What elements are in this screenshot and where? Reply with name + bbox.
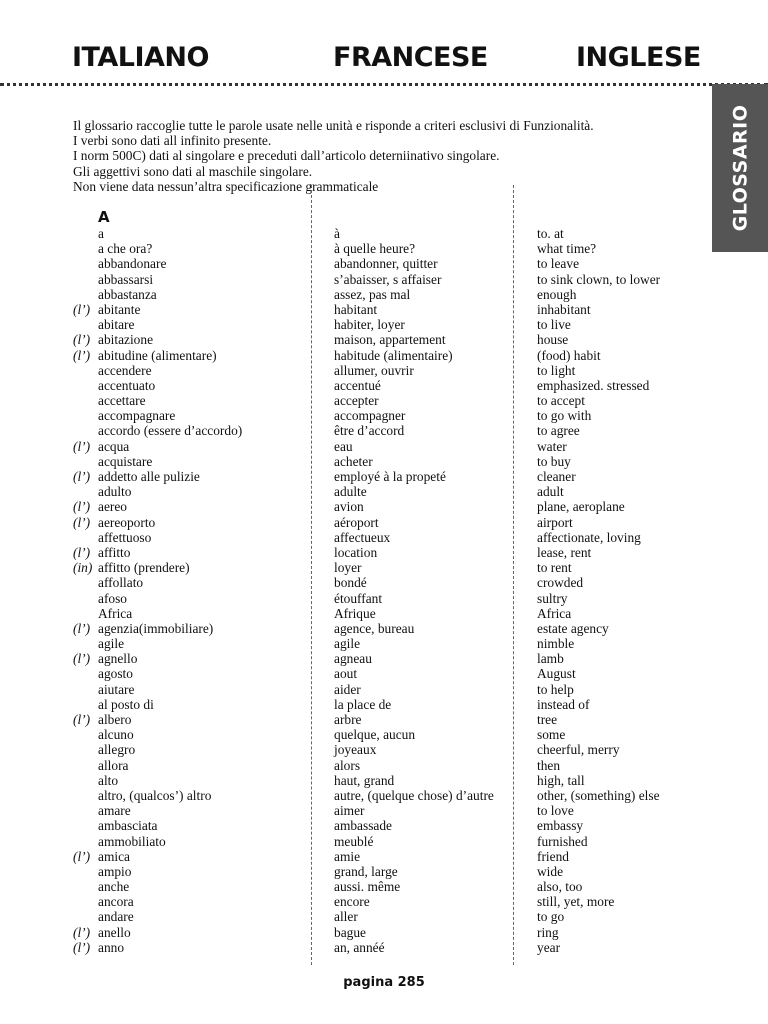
glossary-entry — [0, 682, 768, 697]
entry-italian: accompagnare — [98, 408, 176, 424]
entry-italian: agenzia(immobiliare) — [98, 620, 214, 636]
glossary-entry — [0, 758, 768, 773]
entry-italian: abbandonare — [98, 256, 167, 272]
entry-italian: altro, (qualcos’) altro — [98, 787, 212, 803]
glossary-entry — [0, 226, 768, 241]
entry-french: accentué — [334, 377, 381, 393]
entry-english: August — [537, 666, 576, 682]
entry-english: sultry — [537, 590, 568, 606]
entry-english: other, (something) else — [537, 787, 660, 803]
glossary-entry — [0, 697, 768, 712]
entry-english: to accept — [537, 393, 585, 409]
glossary-entry — [0, 925, 768, 940]
entry-italian: anello — [98, 924, 131, 940]
entry-italian: aiutare — [98, 681, 135, 697]
page-header — [0, 0, 768, 90]
entry-english: adult — [537, 484, 564, 500]
section-letter: A — [98, 208, 110, 226]
glossary-entry — [0, 393, 768, 408]
entry-french: acheter — [334, 453, 373, 469]
glossary-entry — [0, 408, 768, 423]
entry-italian: addetto alle pulizie — [98, 469, 200, 484]
entry-french: an, annéé — [334, 939, 385, 955]
glossary-entries — [0, 226, 768, 955]
entry-english: plane, aeroplane — [537, 499, 625, 515]
glossary-entry — [0, 530, 768, 545]
entry-french: à quelle heure? — [334, 241, 416, 257]
entry-italian: andare — [98, 909, 134, 925]
entry-french: habitude (alimentaire) — [334, 347, 453, 363]
entry-french: accompagner — [334, 408, 406, 424]
entry-french: loyer — [334, 560, 362, 576]
entry-french: eau — [334, 438, 353, 454]
entry-french: habitant — [334, 301, 378, 317]
entry-english: to go — [537, 909, 565, 925]
entry-article: (l’) — [73, 924, 91, 940]
glossary-entry — [0, 606, 768, 621]
entry-article: (l’) — [73, 347, 91, 363]
entry-italian: abitazione — [98, 332, 154, 348]
entry-french: s’abaisser, s affaiser — [334, 271, 442, 287]
entry-article: (l’) — [73, 651, 91, 667]
glossary-entry — [0, 241, 768, 256]
entry-french: assez, pas mal — [334, 286, 411, 302]
entry-french: étouffant — [334, 590, 383, 606]
entry-english: (food) habit — [537, 347, 601, 363]
glossary-entry — [0, 834, 768, 849]
entry-french: agneau — [334, 651, 372, 667]
glossary-entry — [0, 636, 768, 651]
entry-italian: agosto — [98, 666, 133, 682]
entry-french: autre, (quelque chose) d’autre — [334, 787, 494, 803]
entry-french: allumer, ouvrir — [334, 362, 414, 378]
entry-italian: accordo (essere d’accordo) — [98, 423, 243, 439]
glossary-entry — [0, 515, 768, 530]
entry-italian: allegro — [98, 742, 136, 758]
entry-english: instead of — [537, 696, 590, 712]
glossary-entry — [0, 803, 768, 818]
entry-italian: anno — [98, 939, 125, 955]
entry-french: bondé — [334, 575, 367, 591]
entry-english: estate agency — [537, 620, 609, 636]
entry-french: arbre — [334, 712, 362, 727]
entry-french: encore — [334, 894, 370, 910]
glossary-entry — [0, 621, 768, 636]
entry-english: airport — [537, 514, 573, 530]
entry-english: year — [537, 939, 561, 955]
entry-english: affectionate, loving — [537, 529, 641, 545]
entry-english: crowded — [537, 575, 584, 591]
entry-italian: accendere — [98, 362, 152, 378]
entry-french: ambassade — [334, 818, 393, 834]
entry-english: to leave — [537, 256, 580, 272]
entry-english: emphasized. stressed — [537, 377, 650, 393]
entry-english: to love — [537, 803, 574, 819]
glossary-tab-label: GLOSSARIO — [729, 104, 751, 232]
column-title-italian: ITALIANO — [72, 42, 209, 73]
entry-italian: adulto — [98, 484, 132, 500]
entry-english: cheerful, merry — [537, 742, 620, 758]
glossary-entry — [0, 894, 768, 909]
entry-article: (l’) — [73, 499, 91, 515]
glossary-entry — [0, 363, 768, 378]
glossary-entry — [0, 287, 768, 302]
entry-italian: agile — [98, 636, 125, 652]
page-number: pagina 285 — [343, 975, 425, 990]
entry-article: (l’) — [73, 438, 91, 454]
entry-italian: accentuato — [98, 377, 156, 393]
glossary-entry — [0, 499, 768, 514]
entry-french: meublé — [334, 833, 374, 849]
glossary-entry — [0, 849, 768, 864]
glossary-entry — [0, 348, 768, 363]
entry-english: some — [537, 727, 566, 743]
entry-italian: Africa — [98, 605, 133, 621]
entry-french: haut, grand — [334, 772, 395, 788]
entry-italian: amica — [98, 848, 130, 864]
entry-french: employé à la propeté — [334, 469, 446, 484]
glossary-entry — [0, 469, 768, 484]
entry-italian: a che ora? — [98, 241, 153, 257]
glossary-entry — [0, 317, 768, 332]
entry-italian: abitudine (alimentare) — [98, 347, 217, 363]
glossary-entry — [0, 712, 768, 727]
entry-italian: alcuno — [98, 727, 134, 743]
glossary-entry — [0, 560, 768, 575]
entry-italian: ammobiliato — [98, 833, 166, 849]
intro-line: I verbi sono dati all infinito presente. — [73, 133, 272, 149]
entry-english: friend — [537, 848, 569, 864]
glossary-entry — [0, 378, 768, 393]
entry-french: maison, appartement — [334, 332, 446, 348]
entry-italian: alto — [98, 772, 119, 788]
entry-article: (l’) — [73, 301, 91, 317]
column-title-english: INGLESE — [576, 42, 701, 73]
glossary-entry — [0, 302, 768, 317]
entry-french: abandonner, quitter — [334, 256, 438, 272]
entry-english: to sink clown, to lower — [537, 271, 661, 287]
entry-french: grand, large — [334, 863, 398, 879]
entry-article: (l’) — [73, 544, 91, 560]
glossary-entry — [0, 575, 768, 590]
entry-italian: affitto — [98, 544, 131, 560]
entry-article: (l’) — [73, 332, 91, 348]
entry-english: to light — [537, 362, 576, 378]
entry-english: still, yet, more — [537, 894, 615, 910]
entry-french: location — [334, 544, 378, 560]
entry-article: (l’) — [73, 848, 91, 864]
entry-french: avion — [334, 499, 364, 515]
intro-line: Gli aggettivi sono dati al maschile singolare. — [73, 163, 313, 179]
glossary-entry — [0, 666, 768, 681]
entry-italian: al posto di — [98, 696, 154, 712]
glossary-entry — [0, 727, 768, 742]
glossary-entry — [0, 864, 768, 879]
entry-english: ring — [537, 924, 559, 940]
entry-italian: anche — [98, 879, 130, 895]
entry-french: bague — [334, 924, 366, 940]
entry-english: also, too — [537, 879, 583, 895]
entry-italian: ancora — [98, 894, 134, 910]
entry-french: être d’accord — [334, 423, 405, 439]
entry-english: water — [537, 438, 567, 454]
glossary-entry — [0, 454, 768, 469]
entry-english: Africa — [537, 605, 572, 621]
entry-french: aimer — [334, 803, 365, 819]
glossary-entry — [0, 439, 768, 454]
entry-french: accepter — [334, 393, 379, 409]
entry-english: then — [537, 757, 561, 773]
entry-french: affectueux — [334, 529, 391, 545]
entry-article: (l’) — [73, 514, 91, 530]
glossary-entry — [0, 332, 768, 347]
entry-french: amie — [334, 848, 361, 864]
entry-article: (in) — [73, 560, 93, 576]
entry-english: to agree — [537, 423, 580, 439]
glossary-entry — [0, 545, 768, 560]
entry-italian: affitto (prendere) — [98, 560, 190, 576]
entry-french: aout — [334, 666, 358, 682]
glossary-entry — [0, 591, 768, 606]
entry-english: what time? — [537, 241, 597, 257]
entry-english: furnished — [537, 833, 588, 849]
entry-article: (l’) — [73, 939, 91, 955]
entry-french: à — [334, 226, 340, 241]
entry-french: adulte — [334, 484, 367, 500]
entry-french: aller — [334, 909, 358, 925]
entry-english: inhabitant — [537, 301, 591, 317]
entry-english: high, tall — [537, 772, 585, 788]
intro-line: Il glossario raccoglie tutte le parole usate nelle unità e risponde a criteri esclusivi di Funzionalità. — [73, 118, 594, 133]
entry-french: quelque, aucun — [334, 727, 416, 743]
entry-english: to help — [537, 681, 574, 697]
entry-english: to rent — [537, 560, 572, 576]
entry-english: wide — [537, 863, 564, 879]
glossary-entry — [0, 423, 768, 438]
entry-italian: abbassarsi — [98, 271, 154, 287]
entry-italian: amare — [98, 803, 131, 819]
entry-italian: afoso — [98, 590, 128, 606]
glossary-entry — [0, 272, 768, 287]
entry-french: agence, bureau — [334, 620, 415, 636]
entry-english: cleaner — [537, 469, 576, 484]
entry-french: la place de — [334, 696, 392, 712]
glossary-entry — [0, 818, 768, 833]
intro-paragraph — [73, 118, 693, 194]
entry-article: (l’) — [73, 712, 91, 727]
entry-english: to. at — [537, 226, 564, 241]
column-title-french: FRANCESE — [333, 42, 488, 73]
entry-italian: abitare — [98, 317, 135, 333]
entry-italian: a — [98, 226, 104, 241]
entry-english: to live — [537, 317, 571, 333]
entry-english: tree — [537, 712, 558, 727]
intro-line: Non viene data nessun’altra specificazione grammaticale — [73, 178, 379, 194]
entry-italian: affollato — [98, 575, 144, 591]
entry-italian: acqua — [98, 438, 130, 454]
entry-french: aussi. même — [334, 879, 401, 895]
entry-italian: agnello — [98, 651, 138, 667]
entry-italian: abitante — [98, 301, 141, 317]
entry-italian: accettare — [98, 393, 146, 409]
entry-french: Afrique — [334, 605, 376, 621]
glossary-entry — [0, 940, 768, 955]
entry-italian: allora — [98, 757, 129, 773]
entry-english: enough — [537, 286, 577, 302]
entry-italian: affettuoso — [98, 529, 152, 545]
entry-italian: albero — [98, 712, 132, 727]
glossary-entry — [0, 484, 768, 499]
entry-italian: ambasciata — [98, 818, 158, 834]
dotted-divider — [0, 83, 768, 86]
entry-english: lease, rent — [537, 544, 592, 560]
glossary-entry — [0, 742, 768, 757]
entry-english: embassy — [537, 818, 584, 834]
entry-french: aider — [334, 681, 361, 697]
entry-italian: aereo — [98, 499, 127, 515]
entry-french: joyeaux — [334, 742, 377, 758]
entry-french: habiter, loyer — [334, 317, 405, 333]
entry-italian: aereoporto — [98, 514, 156, 530]
glossary-entry — [0, 879, 768, 894]
entry-french: alors — [334, 757, 361, 773]
glossary-entry — [0, 909, 768, 924]
intro-line: I norm 500C) dati al singolare e preceduti dall’articolo deterniinativo singolare. — [73, 148, 500, 164]
glossary-entry — [0, 788, 768, 803]
entry-italian: ampio — [98, 863, 132, 879]
entry-english: to go with — [537, 408, 592, 424]
glossary-entry — [0, 256, 768, 271]
glossary-entry — [0, 773, 768, 788]
entry-italian: abbastanza — [98, 286, 157, 302]
entry-article: (l’) — [73, 469, 91, 484]
entry-english: house — [537, 332, 569, 348]
entry-english: to buy — [537, 453, 571, 469]
entry-english: nimble — [537, 636, 575, 652]
entry-english: lamb — [537, 651, 564, 667]
entry-italian: acquistare — [98, 453, 153, 469]
glossary-entry — [0, 651, 768, 666]
entry-article: (l’) — [73, 620, 91, 636]
entry-french: aéroport — [334, 514, 379, 530]
entry-french: agile — [334, 636, 361, 652]
